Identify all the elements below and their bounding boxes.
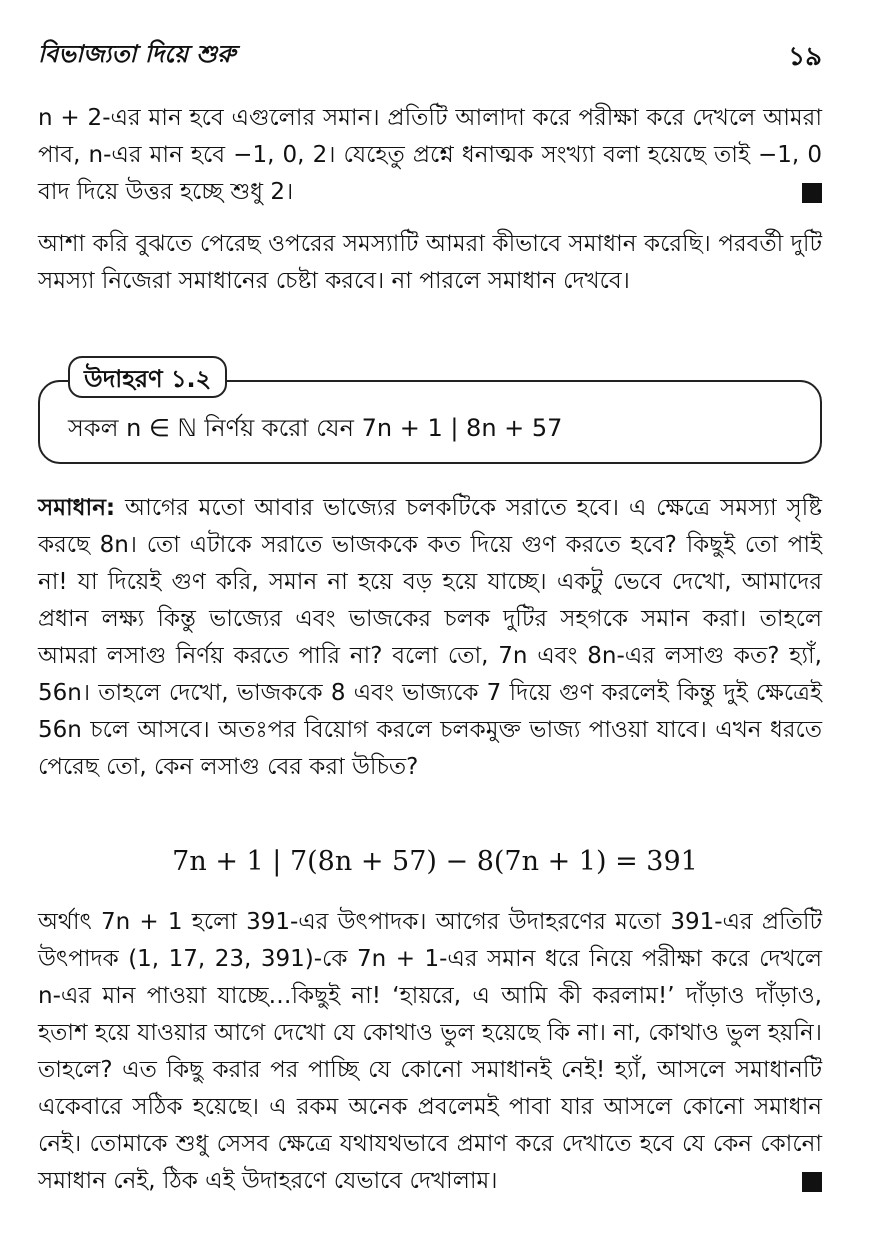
solution-text: আগের মতো আবার ভাজ্যের চলকটিকে সরাতে হবে। এ ক্ষেত্রে সমস্যা সৃষ্টি করছে 8n। তো এটাকে সরাতে ভাজককে কত দিয়ে গুণ করতে হবে? কিছুই তো পাই না! যা দিয়েই গুণ করি, সমান না হয়ে বড় হয়ে যাচ্ছে। একটু ভেবে দেখো, আমাদের প্রধান লক্ষ্য কিন্তু ভাজ্যের এবং ভাজকের চলক দুটির সহগকে সমান করা। তাহলে আমরা লসাগু নির্ণয় করতে পারি না? বলো তো, 7n এবং 8n-এর লসাগু কত? হ্যাঁ, 56n। তাহলে দেখো, ভাজককে 8 এবং ভাজ্যকে 7 দিয়ে গুণ করলেই কিন্তু দুই ক্ষেত্রেই 56n চলে আসবে। অতঃপর বিয়োগ করলে চলকমুক্ত ভাজ্য পাওয়া যাবে। এখন ধরতে পেরেছ তো, কেন লসাগু বের করা উচিত? bbox=[38, 495, 823, 780]
paragraph-2 bbox=[38, 226, 822, 300]
paragraph-2-text: আশা করি বুঝতে পেরেছ ওপরের সমস্যাটি আমরা কীভাবে সমাধান করেছি। পরবর্তী দুটি সমস্যা নিজেরা সমাধানের চেষ্টা করবে। না পারলে সমাধান দেখবে। bbox=[38, 231, 822, 294]
chapter-title: বিভাজ্যতা দিয়ে শুরু bbox=[38, 40, 236, 68]
example-label: উদাহরণ ১.২ bbox=[68, 356, 227, 398]
example-statement: সকল n ∈ ℕ নির্ণয় করো যেন 7n + 1 | 8n + 57 bbox=[68, 414, 563, 442]
paragraph-3-text: অর্থাৎ 7n + 1 হলো 391-এর উৎপাদক। আগের উদাহরণের মতো 391-এর প্রতিটি উৎপাদক (1, 17, 23, 391)-কে 7n + 1-এর সমান ধরে নিয়ে পরীক্ষা করে দেখলে n-এর মান পাওয়া যাচ্ছে…কিছুই না! ‘হায়রে, এ আমি কী করলাম!’ দাঁড়াও দাঁড়াও, হতাশ হয়ে যাওয়ার আগে দেখো যে কোথাও ভুল হয়েছে কি না। না, কোথাও ভুল হয়নি। তাহলে? এত কিছু করার পর পাচ্ছি যে কোনো সমাধানই নেই! হ্যাঁ, আসলে সমাধানটি একেবারে সঠিক হয়েছে। এ রকম অনেক প্রবলেমই পাবা যার আসলে কোনো সমাধান নেই। তোমাকে শুধু সেসব ক্ষেত্রে যথাযথভাবে প্রমাণ করে দেখাতে হবে যে কেন কোনো সমাধান নেই, ঠিক এই উদাহরণে যেভাবে দেখালাম। bbox=[38, 909, 822, 1194]
paragraph-3 bbox=[38, 904, 822, 1200]
qed-marker-1 bbox=[802, 183, 822, 203]
paragraph-1 bbox=[38, 100, 822, 211]
page-header bbox=[38, 32, 822, 72]
page-number: ১৯ bbox=[788, 42, 822, 72]
qed-marker-2 bbox=[802, 1172, 822, 1192]
solution-paragraph bbox=[38, 490, 822, 786]
display-equation: 7n + 1 | 7(8n + 57) − 8(7n + 1) = 391 bbox=[172, 846, 698, 877]
paragraph-1-text: n + 2-এর মান হবে এগুলোর সমান। প্রতিটি আলাদা করে পরীক্ষা করে দেখলে আমরা পাব, n-এর মান হবে −1, 0, 2। যেহেতু প্রশ্নে ধনাত্মক সংখ্যা বলা হয়েছে তাই −1, 0 বাদ দিয়ে উত্তর হচ্ছে শুধু 2। bbox=[38, 105, 822, 205]
solution-heading: সমাধান: bbox=[38, 495, 116, 521]
